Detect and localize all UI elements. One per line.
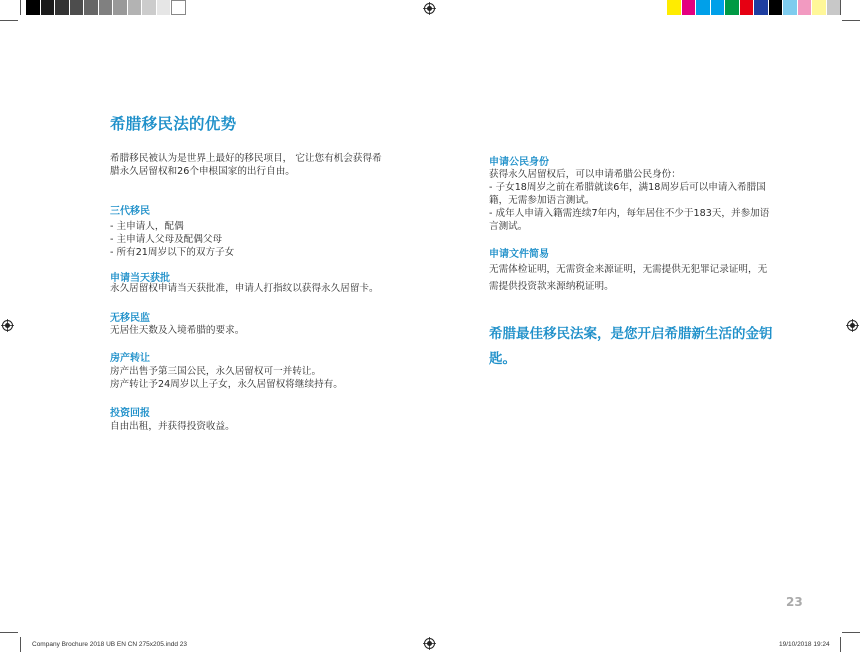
section-body: - 主申请人，配偶 - 主申请人父母及配偶父母 - 所有21周岁以下的双方子女: [110, 221, 235, 258]
section-heading: 申请当天获批: [110, 273, 170, 284]
section-body: 无居住天数及入境希腊的要求。: [110, 325, 245, 336]
section-heading: 申请公民身份: [489, 157, 549, 168]
color-swatch: [667, 0, 682, 15]
intro-paragraph: 希腊移民被认为是世界上最好的移民项目， 它让您有机会获得希 腊永久居留权和26个申根国家的出行自由。: [110, 153, 382, 177]
crop-mark: [842, 632, 860, 633]
section-heading: 申请文件简易: [489, 249, 549, 260]
crop-mark: [0, 20, 18, 21]
color-swatch: [682, 0, 697, 15]
color-swatch: [171, 0, 186, 15]
color-swatch: [783, 0, 798, 15]
color-swatch: [157, 0, 172, 15]
crop-mark: [20, 0, 21, 15]
color-swatch: [84, 0, 99, 15]
crop-mark: [0, 632, 18, 633]
color-swatch: [754, 0, 769, 15]
color-swatch: [812, 0, 827, 15]
section-body: 房产出售予第三国公民，永久居留权可一并转让。 房产转让予24周岁以上子女，永久居留权将继续持有。: [110, 366, 343, 390]
section-body: 自由出租，并获得投资收益。: [110, 421, 235, 432]
color-swatch: [128, 0, 143, 15]
cmyk-color-bar: [667, 0, 841, 15]
section-heading: 房产转让: [110, 353, 150, 364]
section-body: 获得永久居留权后，可以申请希腊公民身份： - 子女18周岁之前在希腊就读6年，满18周岁后可以申请入希腊国 籍，无需参加语言测试。 - 成年人申请入籍需连续7年内，每年居住不少于183天，并参加语 言测试。: [489, 169, 770, 232]
color-swatch: [55, 0, 70, 15]
slogan: 希腊最佳移民法案，是您开启希腊新生活的金钥 匙。: [489, 326, 773, 367]
registration-target-icon: [1, 319, 14, 332]
color-swatch: [827, 0, 842, 15]
slug-filename: Company Brochure 2018 UB EN CN 275x205.indd 23: [32, 641, 188, 648]
color-swatch: [696, 0, 711, 15]
section-heading: 无移民监: [110, 313, 150, 324]
page-title: 希腊移民法的优势: [110, 115, 237, 133]
registration-target-icon: [423, 2, 436, 15]
crop-mark: [20, 637, 21, 652]
color-swatch: [41, 0, 56, 15]
color-swatch: [740, 0, 755, 15]
color-swatch: [769, 0, 784, 15]
color-swatch: [99, 0, 114, 15]
section-heading: 投资回报: [110, 408, 150, 419]
slug-date: 19/10/2018 19:24: [779, 641, 830, 648]
registration-target-icon: [423, 637, 436, 650]
color-swatch: [142, 0, 157, 15]
color-swatch: [26, 0, 41, 15]
crop-mark: [842, 20, 860, 21]
color-swatch: [711, 0, 726, 15]
color-swatch: [70, 0, 85, 15]
color-swatch: [725, 0, 740, 15]
section-body: 永久居留权申请当天获批准，申请人打指纹以获得永久居留卡。: [110, 283, 379, 294]
color-swatch: [798, 0, 813, 15]
crop-mark: [840, 0, 841, 15]
section-heading: 三代移民: [110, 206, 150, 217]
registration-target-icon: [846, 319, 859, 332]
crop-mark: [840, 637, 841, 652]
section-body: 无需体检证明，无需资金来源证明，无需提供无犯罪记录证明，无 需提供投资款来源纳税证明。: [489, 264, 768, 292]
page-number: 23: [786, 595, 803, 609]
color-swatch: [113, 0, 128, 15]
gray-color-bar: [26, 0, 186, 15]
